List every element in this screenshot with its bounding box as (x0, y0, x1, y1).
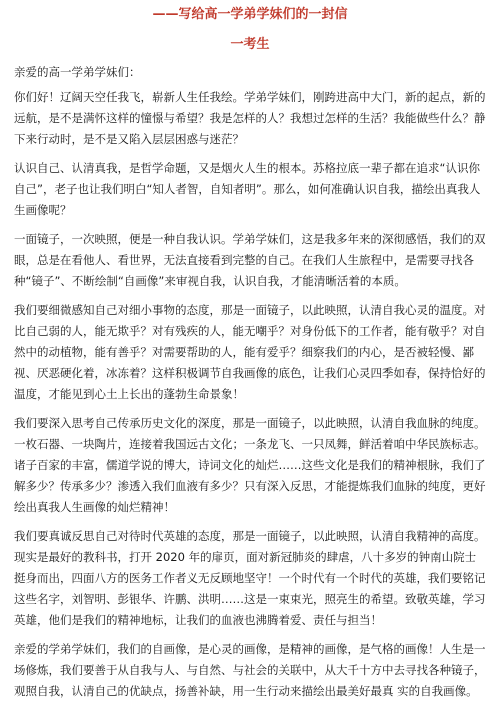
letter-paragraph: 认识自己、认清真我，是哲学命题，又是烟火人生的根本。苏格拉底一辈子都在追求“认识你自己”，老子也让我们明白“知人者智，自知者明”。那么，如何准确认识自我，描绘出真我人生画像呢？ (14, 161, 481, 217)
letter-paragraph: 我们要深入思考自己传承历史文化的深度，那是一面镜子，以此映照，认清自我血脉的纯度。一枚石器、一块陶片，连接着我国远古文化；一条龙飞、一只凤舞，鲜活着咱中华民族标志。诸子百家的丰富，儒道学说的博大，诗词文化的灿烂……这些文化是我们的精神根脉，我们了解多少？传承多少？渗透入我们血液有多少？只有深入反思，才能提炼我们血脉的纯度，更好绘出真我人生画像的灿烂精神！ (14, 416, 486, 514)
letter-paragraph: 你们好！辽阔天空任我飞，崭新人生任我绘。学弟学妹们，刚跨进高中大门，新的起点，新的远航，是不是满怀这样的憧憬与希望？我是怎样的人？我想过怎样的生活？我能做些什么？静下来行动时，是不是又陷入层层困惑与迷茫？ (14, 90, 486, 146)
letter-paragraph: 亲爱的学弟学妹们，我们的自画像，是心灵的画像，是精神的画像，是气格的画像！人生是一场修炼，我们要善于从自我与人、与自然、与社会的关联中，从大千十方中去寻找各种镜子，观照自我，认清自己的优缺点，扬善补缺，用一生行动来描绘出最美好最真 实的自我画像。 (14, 642, 486, 698)
letter-paragraph: 一面镜子，一次映照，便是一种自我认识。学弟学妹们，这是我多年来的深彻感悟，我们的双眼，总是在看他人、看世界，无法直接看到完整的自己。在我们人生旅程中，是需要寻找各种“镜子”、不断绘制“自画像”来审视自我，认识自我，才能清晰活着的本质。 (14, 232, 486, 288)
letter-author: 一考生 (230, 37, 270, 52)
letter-paragraph: 我们要真诚反思自己对待时代英雄的态度，那是一面镜子，以此映照，认清自我精神的高度。现实是最好的教科书，打开 2020 年的扉页，面对新冠肺炎的肆虐，八十多岁的钟南山院士挺身而出，四面八方的医务工作者义无反顾地坚守！一个时代有一个时代的英雄，我们要铭记这些名字，刘智明、彭银华、许鹏、洪明……这是一束束光，照亮生的希望。致敬英雄，学习英雄，他们是我们的精神地标，让我们的血液也沸腾着爱、责任与担当！ (14, 529, 486, 627)
letter-greeting: 亲爱的高一学弟学妹们： (14, 65, 141, 79)
letter-paragraph: 我们要细微感知自己对细小事物的态度，那是一面镜子，以此映照，认清自我心灵的温度。对比自己弱的人，能无欺乎？对有残疾的人，能无嘲乎？对身份低下的工作者，能有敬乎？对自然中的动植物，能有善乎？对需要帮助的人，能有爱乎？细察我们的内心，是否被轻慢、鄙视、厌恶硬化着，冰冻着？这样积极调节自我画像的底色，让我们心灵四季如春，保持恰好的温度，才能见到心土上长出的蓬勃生命景象！ (14, 303, 486, 401)
letter-title: ——写给高一学弟学妹们的一封信 (152, 7, 348, 22)
letter-body (14, 87, 486, 702)
